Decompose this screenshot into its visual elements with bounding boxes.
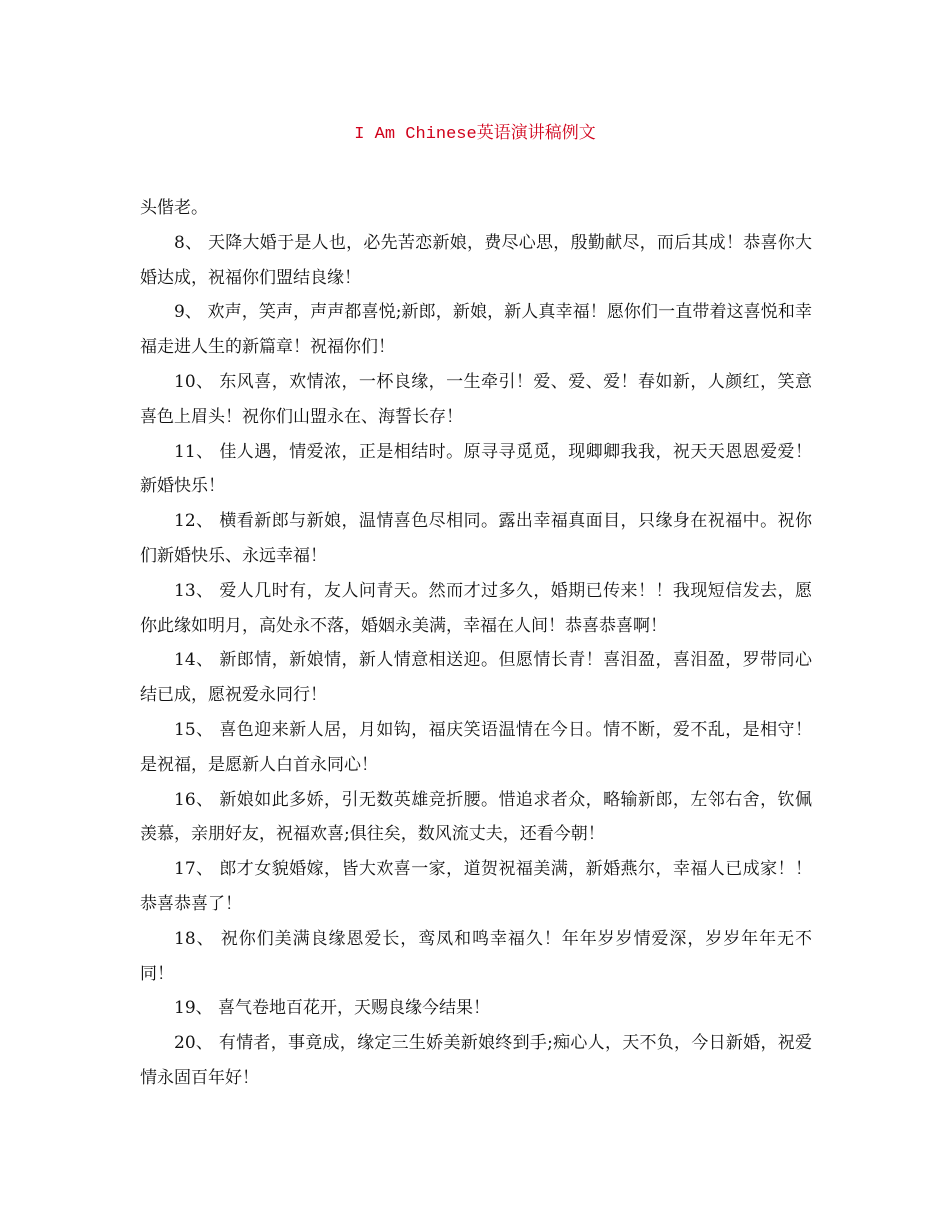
paragraph-item-12: 12、 横看新郎与新娘，温情喜色尽相同。露出幸福真面目，只缘身在祝福中。祝你们新婚快乐、永远幸福！ — [140, 511, 812, 566]
paragraph-continuation: 头偕老。 — [140, 198, 208, 218]
paragraph-item-15: 15、 喜色迎来新人居，月如钩，福庆笑语温情在今日。情不断，爱不乱，是相守！是祝福，是愿新人白首永同心！ — [140, 719, 812, 775]
document-title: I Am Chinese英语演讲稿例文 — [354, 125, 596, 144]
paragraph-item-14: 14、 新郎情，新娘情，新人情意相送迎。但愿情长青！喜泪盈，喜泪盈，罗带同心结已成，愿祝爱永同行！ — [140, 650, 812, 706]
document-body — [140, 191, 812, 1096]
paragraph-item-9: 9、 欢声，笑声，声声都喜悦;新郎，新娘，新人真幸福！愿你们一直带着这喜悦和幸福走进人生的新篇章！祝福你们！ — [140, 302, 812, 358]
paragraph-item-16: 16、 新娘如此多娇，引无数英雄竞折腰。惜追求者众，略输新郎，左邻右舍，钦佩羡慕，亲朋好友，祝福欢喜;俱往矣，数风流丈夫，还看今朝！ — [140, 789, 812, 845]
paragraph-item-8: 8、 天降大婚于是人也，必先苦恋新娘，费尽心思，殷勤献尽，而后其成！恭喜你大婚达成，祝福你们盟结良缘！ — [140, 232, 812, 288]
paragraph-item-11: 11、 佳人遇，情爱浓，正是相结时。原寻寻觅觅，现卿卿我我，祝天天恩恩爱爱！新婚快乐！ — [140, 441, 812, 497]
paragraph-item-20: 20、 有情者，事竟成，缘定三生娇美新娘终到手;痴心人，天不负，今日新婚，祝爱情永固百年好！ — [140, 1033, 812, 1088]
paragraph-item-18: 18、 祝你们美满良缘恩爱长，鸾凤和鸣幸福久！年年岁岁情爱深，岁岁年年无不同！ — [140, 928, 812, 984]
paragraph-item-13: 13、 爱人几时有，友人问青天。然而才过多久，婚期已传来！！我现短信发去，愿你此缘如明月，高处永不落，婚姻永美满，幸福在人间！恭喜恭喜啊！ — [140, 580, 812, 636]
paragraph-item-19: 19、 喜气卷地百花开，天赐良缘今结果！ — [174, 998, 491, 1019]
paragraph-item-10: 10、 东风喜，欢情浓，一杯良缘，一生牵引！爱、爱、爱！春如新，人颜红，笑意喜色上眉头！祝你们山盟永在、海誓长存！ — [140, 371, 812, 427]
paragraph-item-17: 17、 郎才女貌婚嫁，皆大欢喜一家，道贺祝福美满，新婚燕尔，幸福人已成家！！恭喜恭喜了！ — [140, 859, 812, 914]
